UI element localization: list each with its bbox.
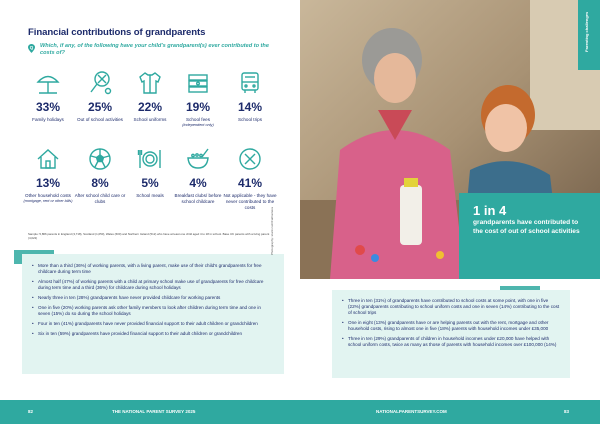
right-page <box>270 0 600 400</box>
house-icon <box>35 146 61 172</box>
stat-other-household-costs: 13% Other household costs (mortgage, rent or other bills) <box>20 146 76 204</box>
tennis-racket-icon <box>87 70 113 96</box>
callout-figure: 1 in 4 <box>473 203 507 218</box>
section-tab-label: Parenting challenges <box>584 11 589 52</box>
left-page <box>0 0 300 400</box>
cross-circle-icon <box>237 146 263 172</box>
plate-cutlery-icon <box>137 146 163 172</box>
footer-bar <box>0 400 600 424</box>
stat-school-uniforms: 22% School uniforms <box>122 70 178 123</box>
finding-item: • Almost half (47%) of working parents with a child at primary school make use of grandparents for free childcare during term time and a third (36%) for childcare during school holidays <box>32 279 274 291</box>
survey-question: Which, if any, of the following have your child's grandparent(s) ever contributed to the costs of? <box>40 43 269 56</box>
publication-name: THE NATIONAL PARENT SURVEY 2025 <box>112 409 196 414</box>
website-link[interactable]: NATIONALPARENTSURVEY.COM <box>376 409 447 414</box>
callout-text: grandparents have contributed to the cost of out of school activities <box>473 219 580 235</box>
finding-item: • One in five (20%) working parents ask other family members to look after children during term time and one in seven (15%) do so during the school holidays <box>32 305 274 317</box>
stat-school-meals: 5% School meals <box>122 146 178 199</box>
football-icon <box>87 146 113 172</box>
cereal-bowl-icon <box>185 146 211 172</box>
finding-item: • Six in ten (59%) grandparents have provided financial support to their adult children or grandchildren <box>32 331 274 337</box>
stat-school-trips: 14% School trips <box>222 70 278 123</box>
stat-family-holidays: 33% Family holidays <box>20 70 76 123</box>
school-uniform-icon <box>137 70 163 96</box>
stat-after-school-childcare: 8% After school child care or clubs <box>72 146 128 205</box>
page-number-left: 82 <box>28 409 34 414</box>
finding-item: • Four in ten (41%) grandparents have never provided financial support to their adult children or grandchildren <box>32 321 274 327</box>
bus-icon <box>237 70 263 96</box>
money-notes-icon <box>185 70 211 96</box>
finding-item: • Nearly three in ten (28%) grandparents have never provided childcare for working parents <box>32 295 274 301</box>
finding-item: • One in eight (13%) grandparents have or are helping parents out with the rent, mortgage and other household costs, rising to almost one in five (18%) parents with household incomes under £35,000 <box>342 320 560 332</box>
stat-breakfast-clubs: 4% Breakfast clubs/ before school childcare <box>170 146 226 205</box>
stat-school-fees: 19% School fees (independent only) <box>170 70 226 128</box>
photo-credit: Photography: stock.com/FatCamera <box>270 206 274 255</box>
page-number-right: 83 <box>564 409 570 414</box>
question-pin-icon <box>28 44 35 53</box>
finding-item: • Three in ten (29%) grandparents of children in household incomes under £20,000 have helped with school uniform costs, twice as many as those of parents with household incomes over £100,000 (14%) <box>342 336 560 348</box>
svg-text:Q: Q <box>29 45 34 50</box>
stat-callout <box>459 193 600 279</box>
finding-item: • More than a third (36%) of working parents, with a living parent, make use of their child's grandparents for free childcare during term time <box>32 263 274 275</box>
page-title: Financial contributions of grandparents <box>28 27 206 38</box>
sample-note: Sample: 5,866 parents in England (3,718), Scotland (1,050), Wales (600) and Northern Ireland (512) who have at least one child aged 4 to 18 in school. Base UK parents with a living parent (4,022) <box>28 232 270 240</box>
right-findings-box <box>332 290 570 378</box>
stat-out-of-school-activities: 25% Out of school activities <box>72 70 128 123</box>
left-findings-box <box>22 254 284 374</box>
finding-item: • Three in ten (31%) of grandparents have contributed to school costs at some point, with one in five (22%) grandparents contributing to school uniform costs and one in seven (14%) contributing to the cost of school trips <box>342 298 560 316</box>
beach-umbrella-icon <box>35 70 61 96</box>
stat-not-applicable: 41% Not applicable - they have never contributed to the costs <box>222 146 278 211</box>
section-tab <box>578 0 600 70</box>
